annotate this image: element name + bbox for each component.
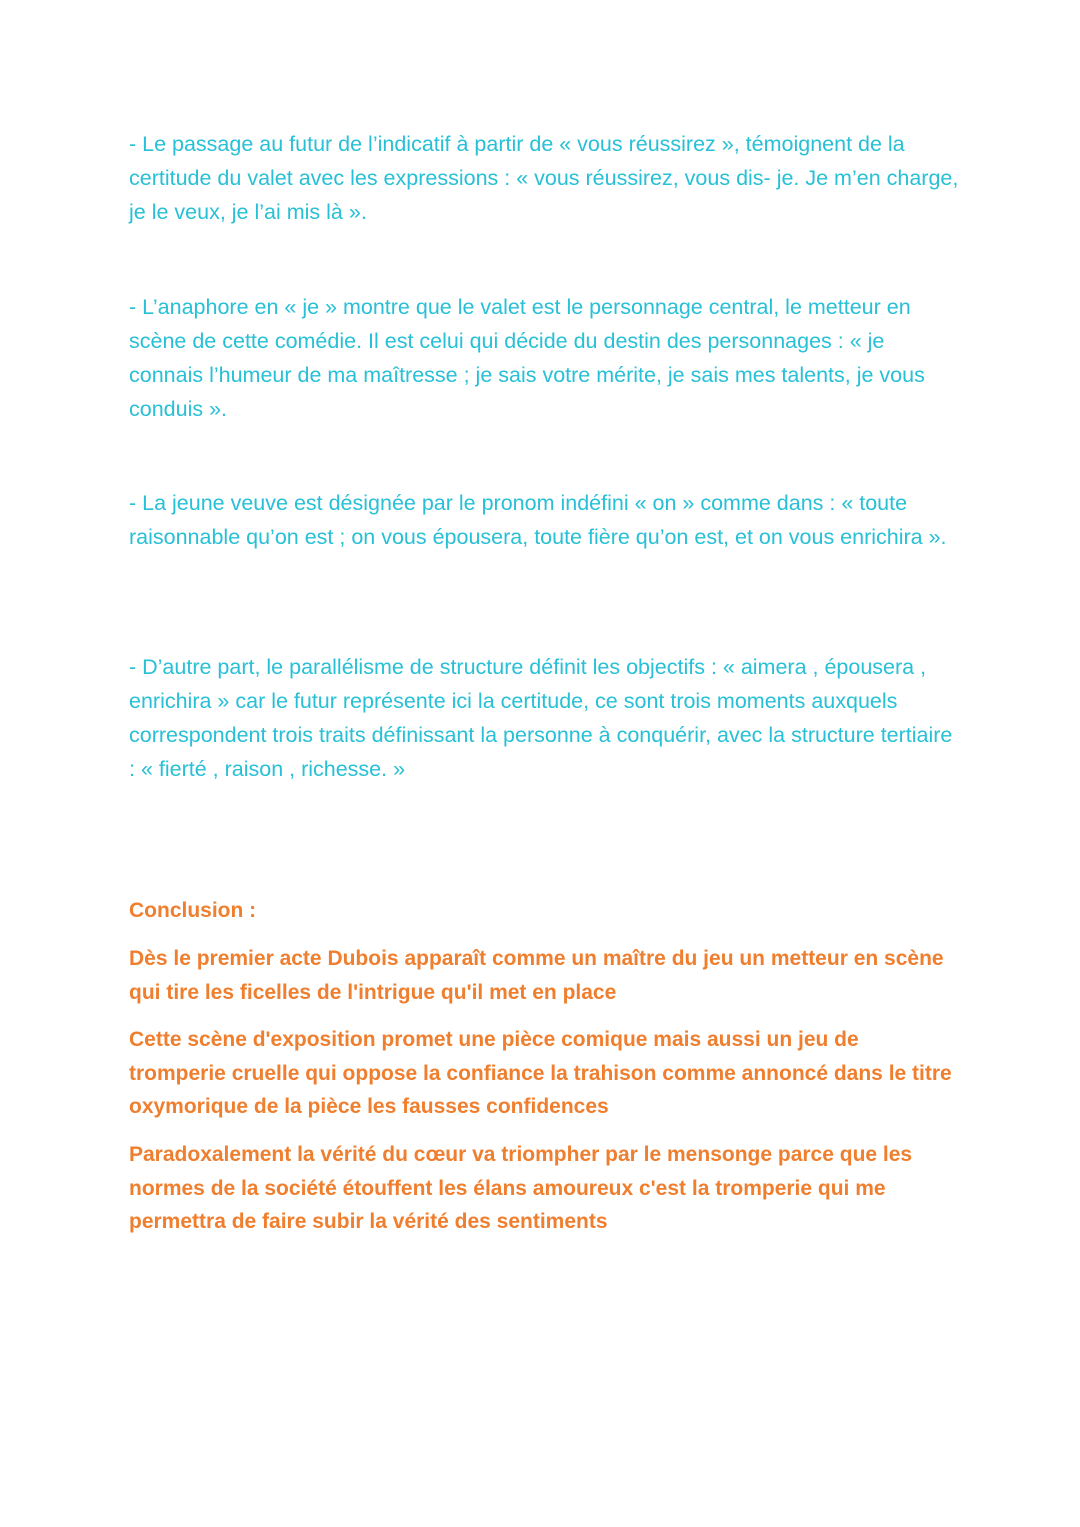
conclusion-item: Paradoxalement la vérité du cœur va triompher par le mensonge parce que les normes de la société étouffent les élans amoureux c'est la tromperie qui me permettra de faire subir la vérité des sentiments xyxy=(129,1143,913,1233)
conclusion-item: Cette scène d'exposition promet une pièce comique mais aussi un jeu de tromperie cruelle qui oppose la confiance la trahison comme annoncé dans le titre oxymorique de la pièce les fausses confidences xyxy=(129,1028,952,1118)
paragraph-futur-indicatif: - Le passage au futur de l’indicatif à partir de « vous réussirez », témoignent de la certitude du valet avec les expressions : « vous réussirez, vous dis- je. Je m’en charge, je le veux, je l’ai mis là ». xyxy=(129,132,959,224)
paragraph-parallelisme: - D’autre part, le parallélisme de structure définit les objectifs : « aimera , épousera , enrichira » car le futur représente ici la certitude, ce sont trois moments auxquels correspondent trois traits définissant la personne à conquérir, avec la structure tertiaire : « fierté , raison , richesse. » xyxy=(129,655,953,781)
paragraph-jeune-veuve: - La jeune veuve est désignée par le pronom indéfini « on » comme dans : « toute raisonnable qu’on est ; on vous épousera, toute fière qu’on est, et on vous enrichira ». xyxy=(129,491,947,549)
conclusion-heading: Conclusion : xyxy=(129,899,257,922)
paragraph-anaphore: - L’anaphore en « je » montre que le valet est le personnage central, le metteur en scène de cette comédie. Il est celui qui décide du destin des personnages : « je connais l’humeur de ma maîtresse ; je sais votre mérite, je sais mes talents, je vous conduis ». xyxy=(129,295,925,421)
conclusion-item: Dès le premier acte Dubois apparaît comme un maître du jeu un metteur en scène qui tire les ficelles de l'intrigue qu'il met en place xyxy=(129,947,944,1004)
